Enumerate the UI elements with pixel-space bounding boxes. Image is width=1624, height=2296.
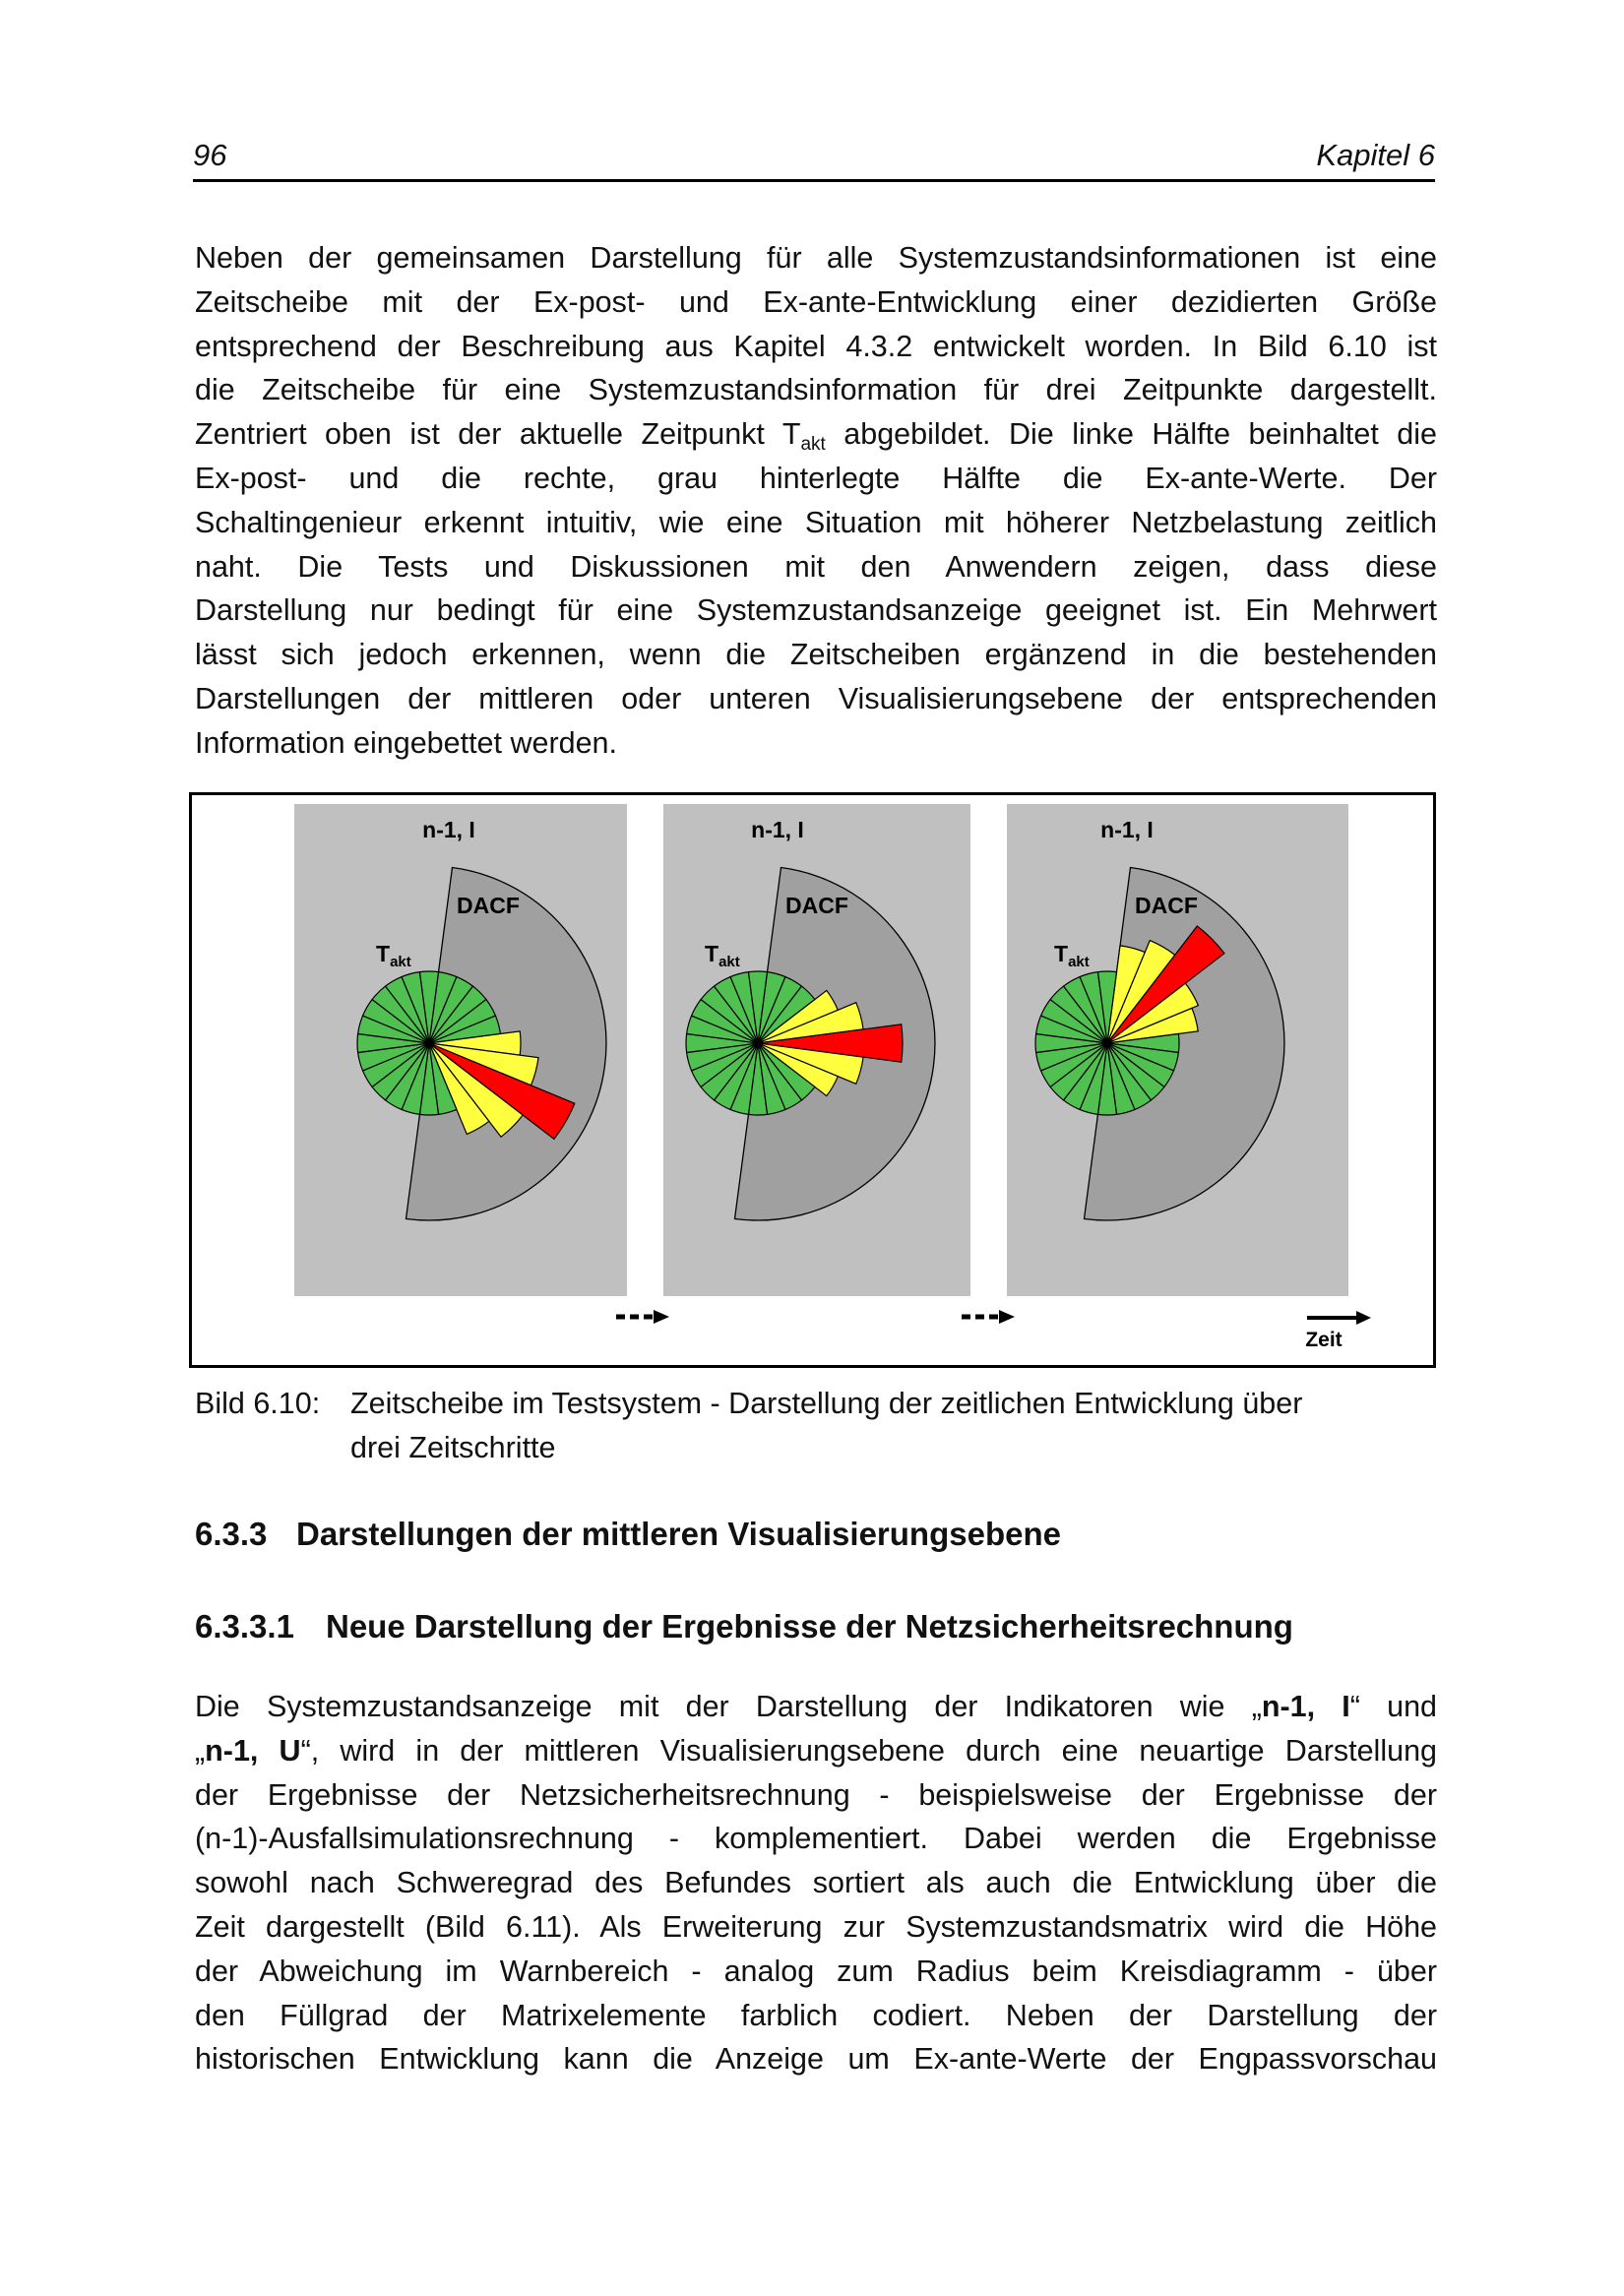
page-number: 96 — [193, 138, 227, 172]
panel-title: n-1, I — [422, 817, 475, 842]
zeitscheibe-panel — [1007, 804, 1348, 1296]
takt-label: $T_{akt}$ — [376, 941, 411, 970]
caption-line: drei Zeitschritte — [350, 1430, 556, 1464]
chapter-label: Kapitel 6 — [1316, 138, 1435, 172]
text-line: den Füllgrad der Matrixelemente farblich codiert. Neben der Darstellung der — [195, 1998, 1437, 2032]
text-line: entsprechend der Beschreibung aus Kapitel 4.3.2 entwickelt worden. In Bild 6.10 ist — [195, 329, 1437, 363]
section-number: 6.3.3 — [195, 1516, 268, 1552]
text-fragment: “ und — [1349, 1690, 1438, 1723]
text-fragment: abgebildet. Die linke Hälfte beinhaltet die — [825, 417, 1437, 452]
subscript: akt — [800, 434, 826, 456]
text-line: der Ergebnisse der Netzsicherheitsrechnung - beispielsweise der Ergebnisse der — [195, 1777, 1437, 1812]
caption-label: Bild 6.10: — [195, 1387, 321, 1420]
text-line: naht. Die Tests und Diskussionen mit den Anwendern zeigen, dass diese — [195, 549, 1437, 584]
indicator-n1-i: n-1, I — [1261, 1690, 1350, 1723]
takt-label: $T_{akt}$ — [705, 941, 740, 970]
page-header — [193, 136, 1435, 182]
caption-text — [350, 1382, 1453, 1470]
text-fragment: “, wird in der mittleren Visualisierungsebene durch eine neuartige Darstellung — [300, 1733, 1437, 1768]
text-line — [195, 1729, 1437, 1773]
time-axis-label: Zeit — [1305, 1329, 1343, 1351]
dacf-label: DACF — [1135, 893, 1198, 918]
paragraph-2 — [195, 1685, 1437, 2081]
text-line: Darstellungen der mittleren oder unteren Visualisierungsebene der entsprechenden — [195, 681, 1437, 715]
text-line: Zeit dargestellt (Bild 6.11). Als Erweiterung zur Systemzustandsmatrix wird die Höhe — [195, 1909, 1437, 1944]
panel-title: n-1, I — [751, 817, 804, 842]
section-heading — [195, 1516, 1061, 1553]
dacf-label: DACF — [457, 893, 520, 918]
dashed-arrow-icon — [616, 1310, 669, 1324]
text-line — [195, 1685, 1437, 1729]
caption-line: Zeitscheibe im Testsystem - Darstellung der zeitlichen Entwicklung über — [350, 1387, 1303, 1420]
takt-label: $T_{akt}$ — [1054, 941, 1090, 970]
text-line: sowohl nach Schweregrad des Befundes sortiert als auch die Entwicklung über die — [195, 1866, 1437, 1900]
zeitscheibe-panel — [663, 804, 970, 1296]
text-line: Information eingebettet werden. — [195, 725, 617, 760]
text-fragment: Zentriert oben ist der aktuelle Zeitpunkt T — [195, 417, 801, 452]
text-line: (n-1)-Ausfallsimulationsrechnung - komplementiert. Dabei werden die Ergebnisse — [195, 1822, 1437, 1856]
text-fragment: Die Systemzustandsanzeige mit der Darstellung der Indikatoren wie „ — [195, 1690, 1262, 1723]
subsection-title: Neue Darstellung der Ergebnisse der Netzsicherheitsrechnung — [326, 1608, 1293, 1644]
dacf-label: DACF — [785, 893, 848, 918]
text-fragment: „ — [195, 1733, 206, 1768]
text-line: der Abweichung im Warnbereich - analog zum Radius beim Kreisdiagramm - über — [195, 1954, 1437, 1988]
zeitscheibe-panel — [294, 804, 627, 1296]
text-line: die Zeitscheibe für eine Systemzustandsinformation für drei Zeitpunkte dargestellt. — [195, 373, 1437, 407]
figure-6-10 — [189, 792, 1436, 1368]
subsection-number: 6.3.3.1 — [195, 1608, 294, 1644]
text-line: Darstellung nur bedingt für eine Systemzustandsanzeige geeignet ist. Ein Mehrwert — [195, 593, 1437, 628]
text-line: lässt sich jedoch erkennen, wenn die Zeitscheiben ergänzend in die bestehenden — [195, 638, 1437, 672]
section-title: Darstellungen der mittleren Visualisierungsebene — [296, 1516, 1061, 1552]
text-line: Zeitscheibe mit der Ex-post- und Ex-ante-Entwicklung einer dezidierten Größe — [195, 284, 1437, 319]
dashed-arrow-icon — [962, 1310, 1015, 1324]
text-line: historischen Entwicklung kann die Anzeige um Ex-ante-Werte der Engpassvorschau — [195, 2042, 1437, 2077]
text-line: Ex-post- und die rechte, grau hinterlegte Hälfte die Ex-ante-Werte. Der — [195, 461, 1437, 495]
text-line: Neben der gemeinsamen Darstellung für alle Systemzustandsinformationen ist eine — [195, 241, 1437, 275]
time-arrow-icon — [1307, 1311, 1371, 1325]
text-line: Schaltingenieur erkennt intuitiv, wie eine Situation mit höherer Netzbelastung zeitlich — [195, 505, 1437, 539]
indicator-n1-u: n-1, U — [205, 1733, 301, 1768]
panel-title: n-1, I — [1100, 817, 1154, 842]
paragraph-1 — [195, 236, 1437, 766]
subsection-heading — [195, 1608, 1293, 1645]
zeitscheibe-figure — [192, 795, 1433, 1365]
text-line-takt — [195, 412, 1437, 457]
